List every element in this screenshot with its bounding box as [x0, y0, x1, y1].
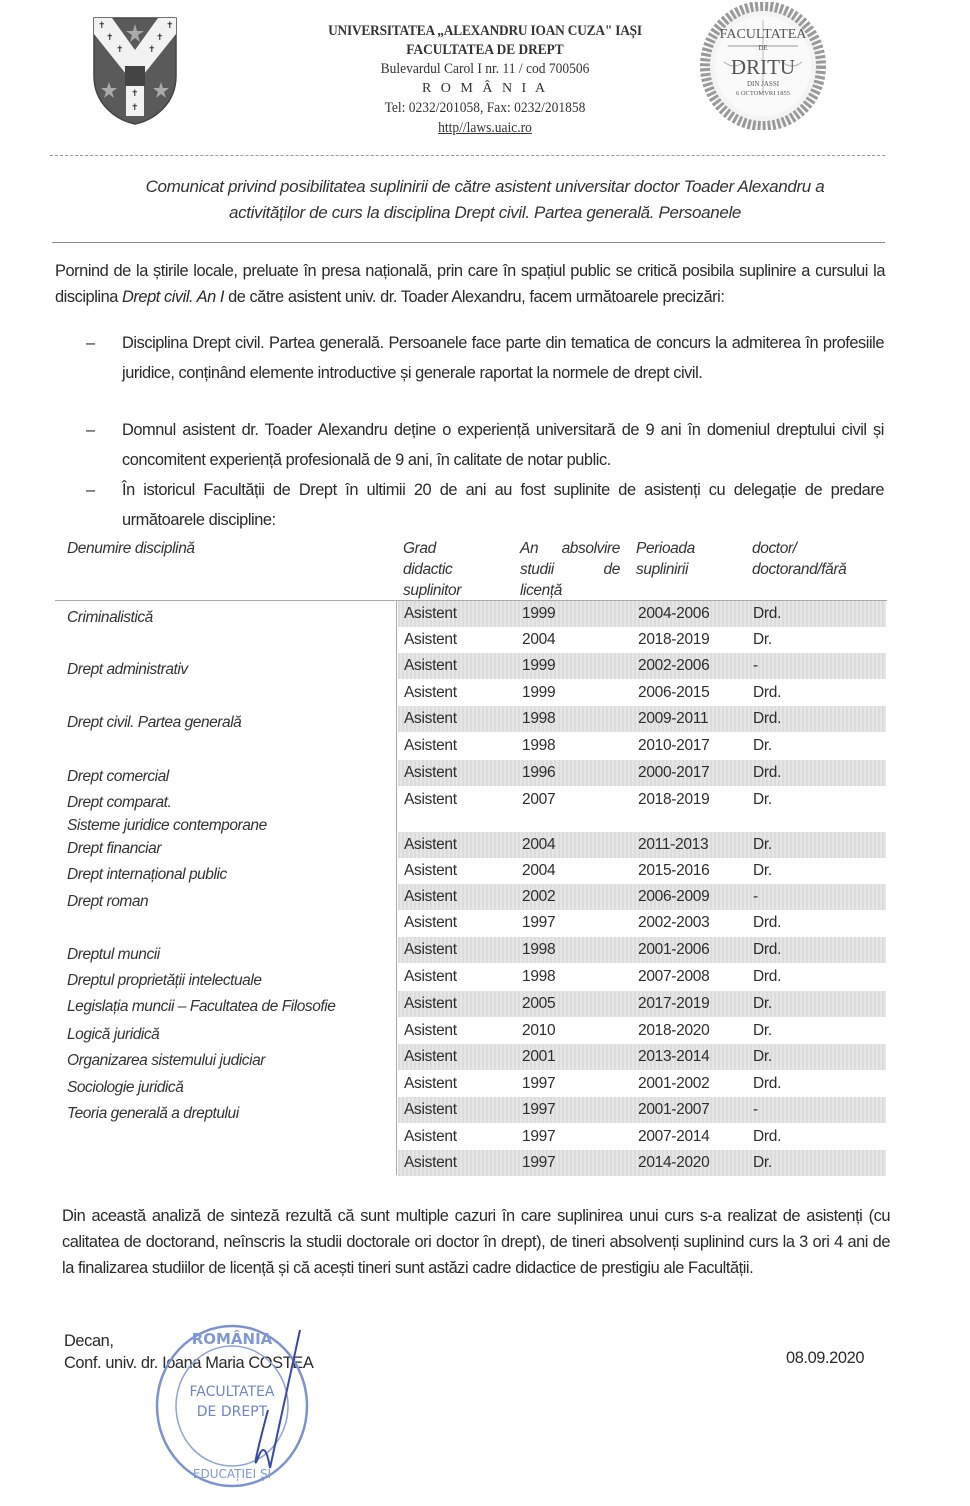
cell-status: Dr.	[753, 995, 772, 1012]
cell-grade: Asistent	[404, 1128, 457, 1145]
cell-year: 2002	[522, 888, 556, 905]
cell-status: Drd.	[753, 941, 782, 958]
cell-grade: Asistent	[404, 1075, 457, 1092]
intro-text-1: Pornind de la știrile locale, preluate în presa națională, prin care în spațiul public se critică posibila suplinire a cursului la disciplina	[55, 262, 885, 306]
cell-year: 2005	[522, 995, 556, 1012]
bullet-item	[86, 415, 884, 475]
cell-grade: Asistent	[404, 995, 457, 1012]
col-header-status: doctor/ doctorand/fără	[752, 540, 847, 578]
dash-icon: –	[86, 481, 95, 499]
cell-grade: Asistent	[404, 888, 457, 905]
cell-year: 2007	[522, 791, 556, 808]
cell-period: 2018-2020	[638, 1022, 710, 1039]
table-row	[398, 1097, 886, 1123]
cell-grade: Asistent	[404, 836, 457, 853]
cell-period: 2011-2013	[638, 836, 709, 853]
title-divider	[52, 242, 885, 243]
cell-grade: Asistent	[404, 1022, 457, 1039]
letterhead	[250, 22, 720, 138]
table-row	[398, 858, 886, 884]
table-row	[398, 1124, 886, 1150]
cell-status: Drd.	[753, 1075, 782, 1092]
cell-grade: Asistent	[404, 710, 457, 727]
svg-text:6 OCTOMVRI 1855: 6 OCTOMVRI 1855	[735, 90, 791, 97]
cell-grade: Asistent	[404, 914, 457, 931]
cell-period: 2007-2008	[638, 968, 710, 985]
svg-text:✝: ✝	[116, 45, 124, 55]
dash-icon: –	[86, 421, 95, 439]
cell-status: Dr.	[753, 631, 772, 648]
svg-text:✝: ✝	[166, 21, 174, 31]
col-header-year: An absolvire studii de licență	[520, 540, 620, 599]
cell-status: Dr.	[753, 1048, 772, 1065]
cell-year: 2004	[522, 862, 556, 879]
discipline-name: Sisteme juridice contemporane	[67, 817, 267, 834]
discipline-name: Dreptul muncii	[67, 946, 160, 963]
conclusion-paragraph: Din această analiză de sinteză rezultă că sunt multiple cazuri în care suplinirea unui curs s-a realizat de asistenți (cu calitatea de doctorand, neînscris la studii doctorale ori doctor în drept), de tineri absolvenți suplinind curs la 3 ori 4 ani de la finalizarea studiilor de licență și că acești tineri sunt astăzi cadre didactice de prestigiu ale Facultății.	[62, 1207, 890, 1277]
svg-text:DIN JASSI: DIN JASSI	[746, 80, 780, 88]
discipline-name: Teoria generală a dreptului	[67, 1105, 239, 1122]
cell-status: Drd.	[753, 764, 782, 781]
country: R O M Â N I A	[421, 81, 549, 96]
discipline-name: Drept comercial	[67, 768, 169, 785]
cell-period: 2010-2017	[638, 737, 710, 754]
header-divider	[50, 155, 885, 156]
title-line-1: Comunicat privind posibilitatea suplinirii de către asistent universitar doctor Toader Alexandru a	[145, 177, 825, 196]
cell-grade: Asistent	[404, 737, 457, 754]
table-row	[398, 787, 886, 832]
cell-year: 1998	[522, 941, 556, 958]
cell-period: 2001-2006	[638, 941, 710, 958]
svg-text:FACULTATEA: FACULTATEA	[189, 1384, 275, 1400]
cell-year: 1999	[522, 684, 556, 701]
cell-year: 1999	[522, 657, 556, 674]
discipline-name: Organizarea sistemului judiciar	[67, 1052, 265, 1069]
cell-grade: Asistent	[404, 1048, 457, 1065]
svg-text:EDUCAȚIEI ȘI: EDUCAȚIEI ȘI	[192, 1467, 272, 1481]
svg-text:✝: ✝	[106, 33, 114, 43]
cell-status: Dr.	[753, 862, 772, 879]
phone-fax: Tel: 0232/201058, Fax: 0232/201858	[384, 100, 586, 116]
cell-year: 2010	[522, 1022, 556, 1039]
cell-grade: Asistent	[404, 862, 457, 879]
discipline-name: Dreptul proprietății intelectuale	[67, 972, 262, 989]
cell-grade: Asistent	[404, 764, 457, 781]
cell-status: Dr.	[753, 1022, 772, 1039]
cell-year: 2001	[522, 1048, 556, 1065]
cell-status: Drd.	[753, 605, 782, 622]
signatory-name: Conf. univ. dr. Ioana Maria COSTEA	[64, 1354, 314, 1372]
cell-status: Drd.	[753, 914, 782, 931]
cell-grade: Asistent	[404, 631, 457, 648]
cell-period: 2015-2016	[638, 862, 710, 879]
cell-period: 2006-2009	[638, 888, 710, 905]
discipline-name: Criminalistică	[67, 609, 153, 626]
cell-status: -	[753, 888, 758, 905]
cell-status: Dr.	[753, 737, 772, 754]
cell-period: 2007-2014	[638, 1128, 710, 1145]
intro-paragraph	[55, 258, 885, 310]
cell-grade: Asistent	[404, 684, 457, 701]
table-row	[398, 760, 886, 786]
university-crest-icon	[92, 16, 178, 126]
cell-status: -	[753, 1101, 758, 1118]
cell-status: Dr.	[753, 791, 772, 808]
svg-text:✝: ✝	[148, 45, 156, 55]
cell-status: Drd.	[753, 968, 782, 985]
svg-text:✝: ✝	[98, 21, 106, 31]
svg-text:✝: ✝	[131, 103, 139, 113]
discipline-name: Drept comparat.	[67, 794, 172, 811]
cell-period: 2002-2006	[638, 657, 710, 674]
table-row	[398, 627, 886, 653]
table-row	[398, 937, 886, 963]
cell-period: 2001-2007	[638, 1101, 710, 1118]
cell-grade: Asistent	[404, 1154, 457, 1171]
table-row	[398, 733, 886, 759]
cell-status: -	[753, 657, 758, 674]
table-row	[398, 910, 886, 936]
cell-grade: Asistent	[404, 605, 457, 622]
table-row	[398, 1150, 886, 1176]
table-row	[398, 706, 886, 732]
document-title	[60, 174, 910, 226]
cell-year: 1997	[522, 1101, 556, 1118]
discipline-name: Drept civil. Partea generală	[67, 714, 242, 731]
bullet-text: Domnul asistent dr. Toader Alexandru deține o experiență universitară de 9 ani în domeniul dreptului civil și concomitent experiență profesională de 9 ani, în calitate de notar public.	[122, 421, 884, 469]
bullet-text: În istoricul Facultății de Drept în ultimii 20 de ani au fost suplinite de asistenți cu delegație de predare următoarele discipline:	[122, 481, 884, 529]
intro-italic: Drept civil. An I	[122, 288, 224, 306]
cell-status: Drd.	[753, 1128, 782, 1145]
cell-grade: Asistent	[404, 1101, 457, 1118]
svg-text:✝: ✝	[156, 33, 164, 43]
website-link[interactable]: http//laws.uaic.ro	[438, 120, 532, 136]
cell-grade: Asistent	[404, 968, 457, 985]
cell-year: 1998	[522, 710, 556, 727]
title-line-2: activităților de curs la disciplina Drept civil. Partea generală. Persoanele	[229, 203, 741, 222]
discipline-name: Drept roman	[67, 893, 149, 910]
cell-status: Drd.	[753, 710, 782, 727]
svg-text:DE: DE	[758, 44, 768, 52]
cell-period: 2013-2014	[638, 1048, 710, 1065]
discipline-name: Drept financiar	[67, 840, 162, 857]
col-header-period: Perioada suplinirii	[636, 540, 695, 578]
cell-period: 2000-2017	[638, 764, 710, 781]
table-row	[398, 1044, 886, 1070]
cell-year: 1998	[522, 737, 556, 754]
intro-text-2: de către asistent univ. dr. Toader Alexandru, facem următoarele precizări:	[224, 288, 725, 306]
table-row	[398, 653, 886, 679]
document-date: 08.09.2020	[786, 1349, 865, 1367]
bullet-item	[86, 328, 884, 388]
cell-year: 1997	[522, 1128, 556, 1145]
cell-grade: Asistent	[404, 791, 457, 808]
cell-year: 2004	[522, 631, 556, 648]
cell-grade: Asistent	[404, 657, 457, 674]
discipline-name: Legislația muncii – Facultatea de Filosofie	[67, 998, 336, 1015]
cell-year: 1997	[522, 914, 556, 931]
cell-period: 2018-2019	[638, 791, 710, 808]
cell-period: 2014-2020	[638, 1154, 710, 1171]
cell-period: 2002-2003	[638, 914, 710, 931]
svg-text:DRITU: DRITU	[730, 55, 796, 79]
official-stamp-icon	[150, 1318, 330, 1494]
discipline-name: Drept administrativ	[67, 661, 188, 678]
col-header-discipline: Denumire disciplină	[67, 540, 195, 557]
table-column-divider	[396, 600, 397, 1175]
table-row	[398, 1071, 886, 1097]
cell-period: 2004-2006	[638, 605, 710, 622]
discipline-name: Sociologie juridică	[67, 1079, 184, 1096]
cell-year: 1996	[522, 764, 556, 781]
svg-text:✝: ✝	[131, 89, 139, 99]
svg-text:DE DREPT: DE DREPT	[196, 1404, 268, 1420]
cell-status: Dr.	[753, 1154, 772, 1171]
discipline-name: Logică juridică	[67, 1026, 160, 1043]
cell-status: Drd.	[753, 684, 782, 701]
cell-year: 1997	[522, 1154, 556, 1171]
table-row	[398, 884, 886, 910]
col-header-grade: Grad didactic suplinitor	[403, 540, 462, 599]
bullet-item	[86, 475, 884, 535]
address: Bulevardul Carol I nr. 11 / cod 700506	[380, 61, 590, 77]
cell-year: 1999	[522, 605, 556, 622]
table-row	[398, 832, 886, 858]
cell-period: 2001-2002	[638, 1075, 710, 1092]
table-row	[398, 680, 886, 706]
university-name: UNIVERSITATEA „ALEXANDRU IOAN CUZA" IAȘI	[328, 23, 642, 39]
cell-year: 2004	[522, 836, 556, 853]
svg-text:FACULTATEA: FACULTATEA	[719, 27, 807, 42]
cell-period: 2006-2015	[638, 684, 710, 701]
faculty-name: FACULTATEA DE DREPT	[406, 42, 564, 58]
dash-icon: –	[86, 334, 95, 352]
cell-year: 1997	[522, 1075, 556, 1092]
faculty-seal-icon	[698, 2, 828, 130]
discipline-name: Drept internațional public	[67, 866, 227, 883]
cell-period: 2018-2019	[638, 631, 710, 648]
table-row	[398, 991, 886, 1017]
table-row	[398, 601, 886, 627]
signatory-role: Decan,	[64, 1332, 114, 1350]
cell-period: 2017-2019	[638, 995, 710, 1012]
bullet-text: Disciplina Drept civil. Partea generală. Persoanele face parte din tematica de concurs la admiterea în profesiile juridice, conținând elemente introductive și generale raportat la normele de drept civil.	[122, 334, 884, 382]
cell-period: 2009-2011	[638, 710, 709, 727]
cell-status: Dr.	[753, 836, 772, 853]
cell-year: 1998	[522, 968, 556, 985]
cell-grade: Asistent	[404, 941, 457, 958]
table-row	[398, 964, 886, 990]
table-row	[398, 1018, 886, 1044]
svg-text:ROMÂNIA: ROMÂNIA	[191, 1330, 273, 1348]
